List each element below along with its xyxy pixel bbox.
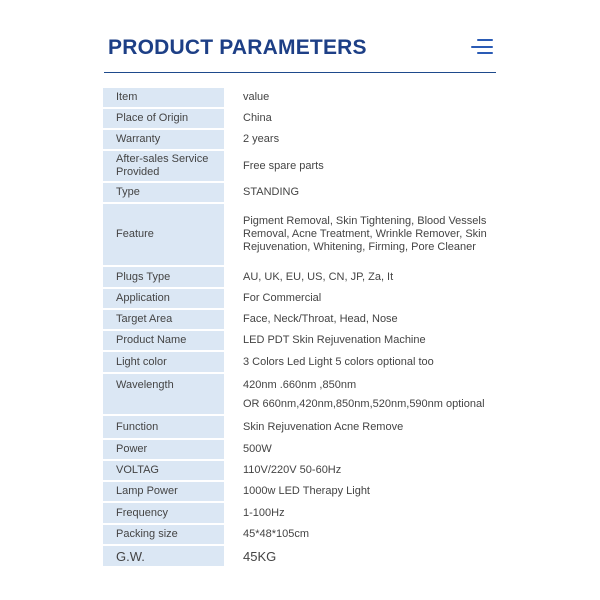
table-row [103, 374, 497, 416]
param-key: Type [103, 183, 224, 204]
param-key: Light color [103, 352, 224, 374]
param-value: 1000w LED Therapy Light [224, 482, 497, 503]
table-row [103, 416, 497, 440]
param-key: Place of Origin [103, 109, 224, 130]
param-key: Product Name [103, 331, 224, 352]
param-key: VOLTAG [103, 461, 224, 482]
param-value: Pigment Removal, Skin Tightening, Blood Vessels Removal, Acne Treatment, Wrinkle Remover, Skin Rejuvenation, Whitening, Firming, Pore Cleaner [224, 204, 497, 267]
param-key: After-sales Service Provided [103, 151, 224, 183]
param-value: 110V/220V 50-60Hz [224, 461, 497, 482]
param-key: Application [103, 289, 224, 310]
table-row [103, 130, 497, 151]
table-row [103, 440, 497, 461]
param-value: Skin Rejuvenation Acne Remove [224, 416, 497, 440]
param-value: 2 years [224, 130, 497, 151]
table-row [103, 331, 497, 352]
param-value: Free spare parts [224, 151, 497, 183]
param-value: 500W [224, 440, 497, 461]
param-value: 3 Colors Led Light 5 colors optional too [224, 352, 497, 374]
table-row [103, 267, 497, 289]
table-row [103, 482, 497, 503]
table-row [103, 88, 497, 109]
menu-icon-line [477, 52, 493, 54]
param-key: Frequency [103, 503, 224, 525]
page-title: PRODUCT PARAMETERS [108, 36, 367, 59]
param-key: Function [103, 416, 224, 440]
param-value: For Commercial [224, 289, 497, 310]
param-value-cell [224, 374, 497, 416]
table-row [103, 525, 497, 546]
param-key: Power [103, 440, 224, 461]
menu-icon-line [477, 39, 493, 41]
param-key: Wavelength [103, 374, 224, 416]
param-value: STANDING [224, 183, 497, 204]
param-key: Warranty [103, 130, 224, 151]
param-value: 1-100Hz [224, 503, 497, 525]
table-row [103, 289, 497, 310]
param-value: 45*48*105cm [224, 525, 497, 546]
param-value: Face, Neck/Throat, Head, Nose [224, 310, 497, 331]
table-row [103, 183, 497, 204]
table-row [103, 461, 497, 482]
table-row [103, 310, 497, 331]
param-value-line2: OR 660nm,420nm,850nm,520nm,590nm optional [243, 398, 485, 410]
param-value: value [224, 88, 497, 109]
param-value: AU, UK, EU, US, CN, JP, Za, It [224, 267, 497, 289]
parameters-table [103, 88, 497, 568]
param-value: 45KG [224, 546, 497, 568]
table-row [103, 503, 497, 525]
param-key: G.W. [103, 546, 224, 568]
section-header [104, 30, 496, 73]
param-value: China [224, 109, 497, 130]
table-row [103, 151, 497, 183]
param-value: 420nm .660nm ,850nm [243, 379, 357, 391]
param-value: LED PDT Skin Rejuvenation Machine [224, 331, 497, 352]
param-key: Target Area [103, 310, 224, 331]
param-key: Feature [103, 204, 224, 267]
menu-icon-line [471, 46, 493, 48]
table-row [103, 546, 497, 568]
menu-icon[interactable] [471, 39, 493, 55]
table-row [103, 204, 497, 267]
param-key: Item [103, 88, 224, 109]
table-row [103, 109, 497, 130]
param-key: Packing size [103, 525, 224, 546]
param-key: Plugs Type [103, 267, 224, 289]
param-key: Lamp Power [103, 482, 224, 503]
table-row [103, 352, 497, 374]
